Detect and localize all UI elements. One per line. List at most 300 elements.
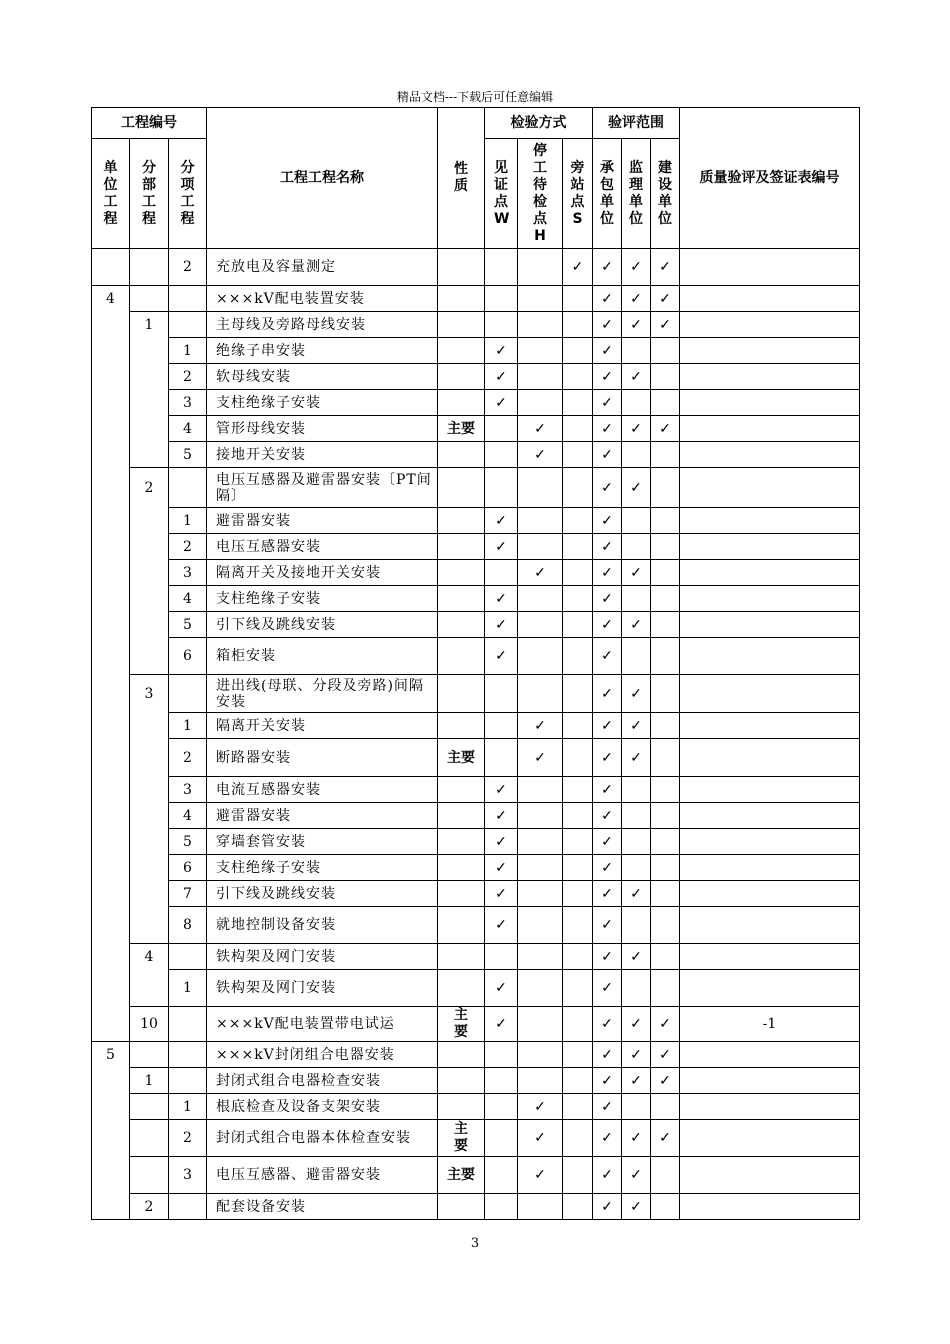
quality-code-cell (680, 416, 860, 442)
contractor-mark: ✓ (593, 1094, 622, 1120)
unit-cell (92, 829, 130, 855)
table-row (92, 638, 860, 675)
unit-cell (92, 1120, 130, 1157)
hold-mark (518, 1068, 563, 1094)
table-row (92, 286, 860, 312)
unit-cell (92, 944, 130, 970)
nature-cell (438, 777, 485, 803)
supervisor-mark (622, 1094, 651, 1120)
nature-cell (438, 881, 485, 907)
project-name-cell: 充放电及容量测定 (207, 249, 438, 286)
contractor-mark: ✓ (593, 881, 622, 907)
witness-mark: ✓ (485, 364, 518, 390)
item-cell: 1 (169, 1094, 207, 1120)
table-row (92, 855, 860, 881)
witness-mark (485, 944, 518, 970)
quality-code-cell (680, 638, 860, 675)
item-cell: 8 (169, 907, 207, 944)
hold-mark (518, 944, 563, 970)
witness-mark (485, 713, 518, 739)
contractor-mark: ✓ (593, 560, 622, 586)
supervisor-mark (622, 442, 651, 468)
builder-mark (651, 855, 680, 881)
item-cell: 5 (169, 612, 207, 638)
project-name-cell: 支柱绝缘子安装 (207, 855, 438, 881)
side-mark (563, 970, 593, 1007)
item-cell: 2 (169, 249, 207, 286)
unit-cell (92, 612, 130, 638)
quality-code-cell (680, 739, 860, 777)
contractor-mark: ✓ (593, 1120, 622, 1157)
part-cell (130, 1120, 169, 1157)
builder-mark (651, 829, 680, 855)
nature-cell (438, 1194, 485, 1220)
hold-mark (518, 829, 563, 855)
unit-cell (92, 1068, 130, 1094)
quality-code-cell (680, 777, 860, 803)
project-name-header: 工程工程名称 (207, 108, 438, 249)
quality-code-cell (680, 442, 860, 468)
quality-code-cell (680, 1068, 860, 1094)
table-row (92, 1120, 860, 1157)
table-row (92, 1194, 860, 1220)
table-row (92, 534, 860, 560)
supervisor-mark (622, 534, 651, 560)
project-name-cell: 隔离开关及接地开关安装 (207, 560, 438, 586)
builder-mark (651, 390, 680, 416)
item-cell (169, 1007, 207, 1042)
project-name-cell: 引下线及跳线安装 (207, 881, 438, 907)
part-cell: 3 (130, 675, 169, 713)
item-cell: 1 (169, 970, 207, 1007)
nature-cell (438, 1007, 485, 1042)
item-cell: 4 (169, 586, 207, 612)
supervisor-mark: ✓ (622, 249, 651, 286)
nature-cell (438, 508, 485, 534)
hold-mark (518, 312, 563, 338)
item-cell (169, 1068, 207, 1094)
nature-cell (438, 1157, 485, 1194)
part-cell (130, 249, 169, 286)
contractor-mark: ✓ (593, 638, 622, 675)
supervisor-mark: ✓ (622, 881, 651, 907)
hold-mark: ✓ (518, 1094, 563, 1120)
part-cell (130, 364, 169, 390)
quality-code-cell (680, 855, 860, 881)
unit-cell (92, 1094, 130, 1120)
project-name-cell: 进出线(母联、分段及旁路)间隔安装 (207, 675, 438, 713)
item-cell: 5 (169, 442, 207, 468)
project-name-cell: 电流互感器安装 (207, 777, 438, 803)
table-row (92, 713, 860, 739)
quality-code-header: 质量验评及签证表编号 (680, 108, 860, 249)
quality-code-cell (680, 970, 860, 1007)
table-row (92, 312, 860, 338)
contractor-mark: ✓ (593, 1157, 622, 1194)
part-cell (130, 612, 169, 638)
witness-header: 见证点W (485, 139, 518, 249)
builder-mark: ✓ (651, 1120, 680, 1157)
nature-cell (438, 944, 485, 970)
supervisor-mark (622, 907, 651, 944)
quality-code-cell (680, 586, 860, 612)
witness-mark: ✓ (485, 907, 518, 944)
part-cell (130, 829, 169, 855)
quality-code-cell (680, 1194, 860, 1220)
hold-mark (518, 338, 563, 364)
unit-cell (92, 907, 130, 944)
unit-cell (92, 675, 130, 713)
item-cell: 1 (169, 338, 207, 364)
builder-mark: ✓ (651, 416, 680, 442)
table-row (92, 1042, 860, 1068)
builder-mark (651, 777, 680, 803)
part-cell (130, 286, 169, 312)
contractor-mark: ✓ (593, 855, 622, 881)
project-name-cell: 隔离开关安装 (207, 713, 438, 739)
table-row (92, 970, 860, 1007)
hold-mark (518, 777, 563, 803)
inspection-method-header: 检验方式 (485, 108, 593, 139)
part-cell (130, 713, 169, 739)
side-mark (563, 1194, 593, 1220)
table-row (92, 1068, 860, 1094)
builder-mark: ✓ (651, 1068, 680, 1094)
supervisor-mark (622, 586, 651, 612)
hold-mark (518, 364, 563, 390)
hold-mark (518, 612, 563, 638)
header-note: 精品文档---下载后可任意编辑 (396, 90, 554, 104)
side-mark (563, 881, 593, 907)
supervisor-header: 监理单位 (622, 139, 651, 249)
page-number: 3 (470, 1236, 480, 1251)
part-cell (130, 881, 169, 907)
contractor-mark: ✓ (593, 508, 622, 534)
nature-cell (438, 390, 485, 416)
hold-mark: ✓ (518, 1157, 563, 1194)
project-name-cell: 铁构架及网门安装 (207, 944, 438, 970)
supervisor-mark (622, 338, 651, 364)
supervisor-mark: ✓ (622, 1007, 651, 1042)
unit-cell (92, 713, 130, 739)
side-mark (563, 416, 593, 442)
project-name-cell: 根底检查及设备支架安装 (207, 1094, 438, 1120)
side-mark (563, 638, 593, 675)
part-cell (130, 390, 169, 416)
unit-cell (92, 312, 130, 338)
quality-code-cell (680, 364, 860, 390)
witness-mark: ✓ (485, 390, 518, 416)
unit-cell (92, 390, 130, 416)
project-number-header: 工程编号 (92, 108, 207, 139)
witness-mark: ✓ (485, 586, 518, 612)
project-name-cell: 引下线及跳线安装 (207, 612, 438, 638)
nature-cell (438, 312, 485, 338)
supervisor-mark: ✓ (622, 1120, 651, 1157)
project-name-cell: ×××kV配电装置带电试运 (207, 1007, 438, 1042)
witness-mark (485, 1120, 518, 1157)
hold-mark (518, 855, 563, 881)
quality-code-cell (680, 534, 860, 560)
item-cell: 2 (169, 534, 207, 560)
project-name-cell: 电压互感器、避雷器安装 (207, 1157, 438, 1194)
contractor-mark: ✓ (593, 944, 622, 970)
witness-mark (485, 675, 518, 713)
contractor-mark: ✓ (593, 286, 622, 312)
witness-mark (485, 1157, 518, 1194)
nature-cell (438, 586, 485, 612)
project-name-cell: 穿墙套管安装 (207, 829, 438, 855)
project-name-cell: 箱柜安装 (207, 638, 438, 675)
quality-code-cell: -1 (680, 1007, 860, 1042)
project-name-cell: ×××kV配电装置安装 (207, 286, 438, 312)
side-mark (563, 390, 593, 416)
part-header: 分部工程 (130, 139, 169, 249)
quality-code-cell (680, 675, 860, 713)
witness-mark: ✓ (485, 338, 518, 364)
unit-cell (92, 338, 130, 364)
builder-mark (651, 970, 680, 1007)
project-name-cell: 避雷器安装 (207, 803, 438, 829)
nature-cell (438, 675, 485, 713)
supervisor-mark: ✓ (622, 312, 651, 338)
table-row (92, 803, 860, 829)
part-cell (130, 855, 169, 881)
builder-mark: ✓ (651, 286, 680, 312)
unit-cell (92, 468, 130, 508)
project-name-cell: 铁构架及网门安装 (207, 970, 438, 1007)
witness-mark (485, 312, 518, 338)
side-mark (563, 442, 593, 468)
part-cell (130, 416, 169, 442)
builder-mark (651, 508, 680, 534)
side-mark (563, 803, 593, 829)
supervisor-mark: ✓ (622, 286, 651, 312)
contractor-mark: ✓ (593, 777, 622, 803)
witness-mark (485, 1042, 518, 1068)
hold-mark (518, 1042, 563, 1068)
nature-cell (438, 534, 485, 560)
builder-mark: ✓ (651, 1042, 680, 1068)
quality-inspection-table (91, 107, 860, 1220)
item-cell: 2 (169, 364, 207, 390)
builder-mark (651, 612, 680, 638)
item-cell: 3 (169, 390, 207, 416)
quality-code-cell (680, 1157, 860, 1194)
side-mark (563, 560, 593, 586)
builder-mark (651, 1194, 680, 1220)
supervisor-mark (622, 508, 651, 534)
part-cell (130, 907, 169, 944)
table-row (92, 777, 860, 803)
builder-mark (651, 468, 680, 508)
part-cell (130, 638, 169, 675)
unit-cell (92, 739, 130, 777)
nature-cell (438, 803, 485, 829)
contractor-mark: ✓ (593, 416, 622, 442)
unit-cell (92, 534, 130, 560)
project-name-cell: 接地开关安装 (207, 442, 438, 468)
item-cell: 2 (169, 739, 207, 777)
hold-mark: ✓ (518, 739, 563, 777)
witness-mark (485, 286, 518, 312)
supervisor-mark: ✓ (622, 1194, 651, 1220)
table-row (92, 364, 860, 390)
witness-mark: ✓ (485, 638, 518, 675)
witness-mark (485, 560, 518, 586)
unit-cell (92, 249, 130, 286)
side-mark (563, 1094, 593, 1120)
project-name-cell: 支柱绝缘子安装 (207, 390, 438, 416)
supervisor-mark (622, 638, 651, 675)
project-name-cell: 电压互感器安装 (207, 534, 438, 560)
nature-cell (438, 1120, 485, 1157)
table-row (92, 468, 860, 508)
part-cell (130, 1042, 169, 1068)
unit-cell (92, 638, 130, 675)
project-name-cell: ×××kV封闭组合电器安装 (207, 1042, 438, 1068)
witness-mark (485, 739, 518, 777)
supervisor-mark: ✓ (622, 612, 651, 638)
unit-cell (92, 1007, 130, 1042)
supervisor-mark: ✓ (622, 364, 651, 390)
part-cell: 1 (130, 312, 169, 338)
side-header: 旁站点S (563, 139, 593, 249)
item-cell: 7 (169, 881, 207, 907)
hold-mark: ✓ (518, 416, 563, 442)
part-cell: 4 (130, 944, 169, 970)
builder-header: 建设单位 (651, 139, 680, 249)
table-row (92, 907, 860, 944)
contractor-mark: ✓ (593, 739, 622, 777)
unit-cell (92, 586, 130, 612)
table-row (92, 829, 860, 855)
unit-cell (92, 508, 130, 534)
item-cell (169, 675, 207, 713)
hold-header: 停工待检点H (518, 139, 563, 249)
part-cell (130, 508, 169, 534)
side-mark (563, 739, 593, 777)
builder-mark (651, 944, 680, 970)
nature-cell (438, 713, 485, 739)
part-cell (130, 560, 169, 586)
contractor-mark: ✓ (593, 612, 622, 638)
contractor-mark: ✓ (593, 442, 622, 468)
table-row (92, 586, 860, 612)
hold-mark: ✓ (518, 442, 563, 468)
part-cell (130, 442, 169, 468)
side-mark (563, 907, 593, 944)
side-mark (563, 286, 593, 312)
witness-mark (485, 442, 518, 468)
quality-code-cell (680, 1042, 860, 1068)
hold-mark (518, 1007, 563, 1042)
quality-code-cell (680, 829, 860, 855)
unit-cell (92, 560, 130, 586)
side-mark (563, 1120, 593, 1157)
item-cell (169, 944, 207, 970)
contractor-mark: ✓ (593, 1068, 622, 1094)
hold-mark (518, 675, 563, 713)
project-name-cell: 主母线及旁路母线安装 (207, 312, 438, 338)
project-name-cell: 管形母线安装 (207, 416, 438, 442)
quality-code-cell (680, 286, 860, 312)
builder-mark: ✓ (651, 249, 680, 286)
witness-mark (485, 468, 518, 508)
side-mark (563, 312, 593, 338)
supervisor-mark (622, 777, 651, 803)
contractor-mark: ✓ (593, 390, 622, 416)
nature-label: 主要 (447, 749, 475, 766)
builder-mark (651, 364, 680, 390)
part-cell: 10 (130, 1007, 169, 1042)
table-row (92, 390, 860, 416)
quality-code-cell (680, 944, 860, 970)
witness-mark: ✓ (485, 1007, 518, 1042)
item-cell: 1 (169, 508, 207, 534)
contractor-mark: ✓ (593, 1007, 622, 1042)
table-row (92, 1157, 860, 1194)
side-mark (563, 1068, 593, 1094)
side-mark (563, 364, 593, 390)
hold-mark (518, 534, 563, 560)
quality-code-cell (680, 312, 860, 338)
nature-cell (438, 249, 485, 286)
table-row (92, 442, 860, 468)
table-row (92, 675, 860, 713)
item-cell: 1 (169, 713, 207, 739)
table-row (92, 944, 860, 970)
side-mark (563, 855, 593, 881)
witness-mark (485, 249, 518, 286)
project-name-cell: 封闭式组合电器检查安装 (207, 1068, 438, 1094)
supervisor-mark: ✓ (622, 713, 651, 739)
nature-label: 主要 (454, 1121, 468, 1154)
hold-mark (518, 881, 563, 907)
table-row (92, 881, 860, 907)
project-name-cell: 软母线安装 (207, 364, 438, 390)
hold-mark (518, 586, 563, 612)
item-cell: 3 (169, 1157, 207, 1194)
supervisor-mark (622, 970, 651, 1007)
witness-mark: ✓ (485, 534, 518, 560)
side-mark (563, 1157, 593, 1194)
unit-cell: 4 (92, 286, 130, 312)
builder-mark (651, 560, 680, 586)
supervisor-mark (622, 855, 651, 881)
item-cell (169, 1194, 207, 1220)
unit-header: 单位工程 (92, 139, 130, 249)
builder-mark (651, 638, 680, 675)
quality-code-cell (680, 1120, 860, 1157)
contractor-header: 承包单位 (593, 139, 622, 249)
quality-code-cell (680, 249, 860, 286)
side-mark (563, 713, 593, 739)
table-row (92, 1007, 860, 1042)
quality-code-cell (680, 907, 860, 944)
hold-mark (518, 907, 563, 944)
part-cell (130, 1094, 169, 1120)
quality-code-cell (680, 1094, 860, 1120)
side-mark (563, 1007, 593, 1042)
supervisor-mark: ✓ (622, 1157, 651, 1194)
project-name-cell: 避雷器安装 (207, 508, 438, 534)
nature-label: 主要 (447, 420, 475, 437)
unit-cell (92, 970, 130, 1007)
side-mark (563, 534, 593, 560)
supervisor-mark: ✓ (622, 1068, 651, 1094)
builder-mark (651, 803, 680, 829)
